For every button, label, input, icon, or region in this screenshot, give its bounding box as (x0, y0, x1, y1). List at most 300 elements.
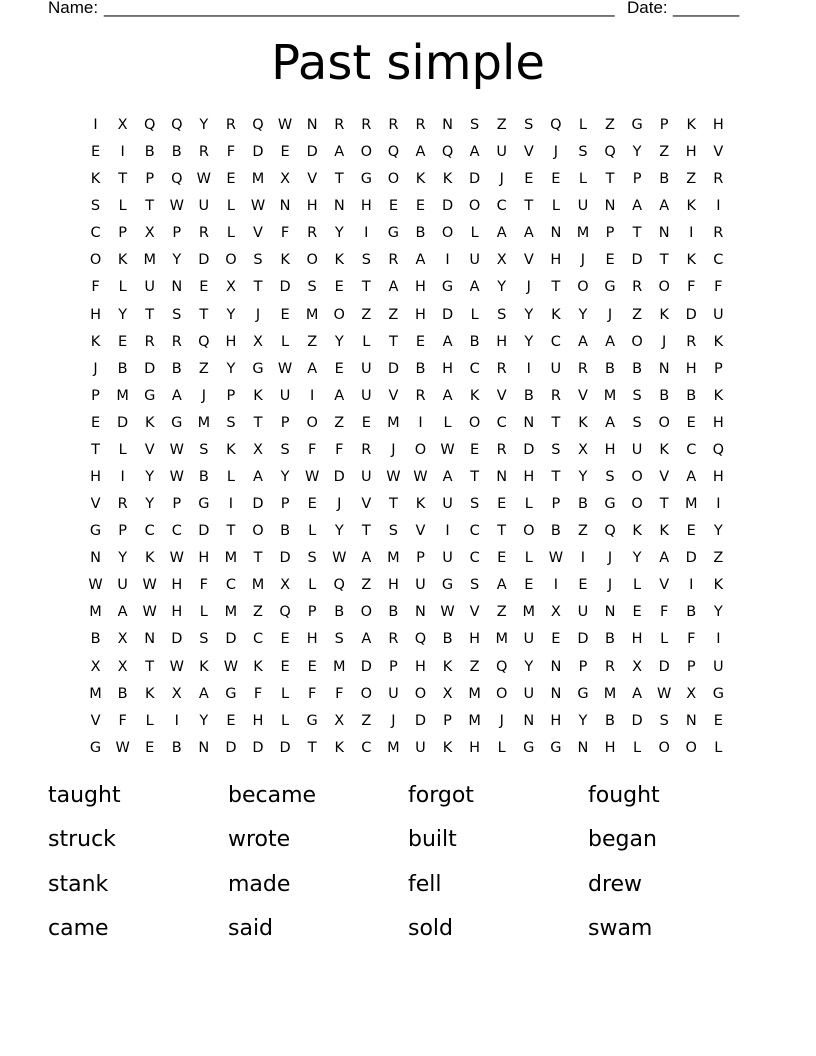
grid-letter[interactable]: Z (632, 306, 643, 323)
grid-letter[interactable]: X (334, 712, 345, 729)
grid-letter[interactable]: D (685, 306, 697, 323)
grid-letter[interactable]: C (469, 550, 480, 567)
grid-letter[interactable]: Z (361, 306, 372, 323)
grid-letter[interactable]: N (523, 414, 535, 431)
grid-letter[interactable]: O (631, 496, 643, 513)
grid-letter[interactable]: L (470, 225, 479, 242)
grid-letter[interactable]: I (364, 225, 369, 242)
grid-letter[interactable]: Q (550, 117, 562, 133)
grid-letter[interactable]: F (307, 685, 317, 702)
grid-letter[interactable]: R (388, 631, 399, 648)
grid-letter[interactable]: J (607, 550, 613, 567)
grid-letter[interactable]: N (306, 117, 318, 133)
grid-letter[interactable]: E (686, 414, 696, 431)
grid-letter[interactable]: R (632, 279, 643, 296)
grid-letter[interactable]: H (550, 712, 562, 729)
grid-letter[interactable]: H (604, 739, 616, 756)
grid-letter[interactable]: W (440, 441, 455, 458)
grid-letter[interactable]: H (469, 739, 481, 756)
grid-letter[interactable]: V (90, 496, 101, 513)
grid-letter[interactable]: W (440, 604, 455, 621)
grid-letter[interactable]: C (713, 252, 724, 269)
grid-letter[interactable]: L (524, 496, 533, 513)
grid-letter[interactable]: H (712, 469, 724, 486)
grid-letter[interactable]: W (657, 685, 672, 702)
grid-letter[interactable]: Z (605, 117, 615, 133)
grid-letter[interactable]: A (659, 550, 670, 567)
grid-letter[interactable]: Z (334, 414, 345, 431)
grid-letter[interactable]: Y (578, 469, 588, 486)
grid-letter[interactable]: H (685, 360, 697, 377)
grid-letter[interactable]: B (469, 333, 480, 350)
grid-letter[interactable]: V (361, 496, 372, 513)
grid-letter[interactable]: O (387, 171, 400, 188)
grid-letter[interactable]: E (280, 144, 290, 161)
grid-letter[interactable]: A (577, 333, 588, 350)
grid-letter[interactable]: M (332, 658, 346, 675)
grid-letter[interactable]: L (281, 333, 290, 350)
grid-letter[interactable]: A (117, 604, 128, 621)
grid-letter[interactable]: S (659, 712, 669, 729)
grid-letter[interactable]: Z (496, 604, 507, 621)
grid-letter[interactable]: T (199, 306, 209, 323)
grid-letter[interactable]: R (198, 225, 209, 242)
grid-letter[interactable]: A (442, 333, 453, 350)
grid-letter[interactable]: W (169, 198, 184, 215)
grid-letter[interactable]: S (632, 414, 642, 431)
grid-letter[interactable]: M (89, 685, 102, 702)
grid-letter[interactable]: V (496, 387, 507, 404)
grid-letter[interactable]: H (712, 414, 724, 431)
grid-letter[interactable]: J (391, 441, 396, 458)
grid-letter[interactable]: T (497, 523, 507, 540)
grid-letter[interactable]: B (686, 387, 697, 404)
grid-letter[interactable]: H (442, 360, 453, 377)
grid-letter[interactable]: P (91, 387, 100, 404)
grid-letter[interactable]: N (604, 198, 616, 215)
grid-letter[interactable]: X (253, 441, 263, 458)
grid-letter[interactable]: U (713, 306, 724, 323)
grid-letter[interactable]: S (361, 252, 371, 269)
grid-letter[interactable]: J (580, 252, 586, 269)
grid-letter[interactable]: K (226, 441, 236, 458)
grid-letter[interactable]: F (199, 577, 209, 594)
grid-letter[interactable]: K (144, 550, 155, 567)
grid-letter[interactable]: K (144, 414, 155, 431)
grid-letter[interactable]: F (118, 712, 127, 729)
grid-letter[interactable]: T (307, 739, 317, 756)
grid-letter[interactable]: U (442, 550, 453, 567)
grid-letter[interactable]: S (334, 631, 344, 648)
grid-letter[interactable]: G (441, 279, 454, 296)
grid-letter[interactable]: B (686, 604, 697, 621)
grid-letter[interactable]: I (310, 387, 315, 404)
grid-letter[interactable]: P (443, 712, 452, 729)
grid-letter[interactable]: D (279, 739, 291, 756)
grid-letter[interactable]: K (713, 577, 724, 594)
grid-letter[interactable]: W (142, 604, 157, 621)
grid-letter[interactable]: Z (361, 577, 372, 594)
grid-letter[interactable]: S (199, 441, 209, 458)
grid-letter[interactable]: S (497, 306, 507, 323)
grid-letter[interactable]: E (415, 198, 426, 215)
grid-letter[interactable]: G (631, 117, 643, 133)
grid-letter[interactable]: W (88, 577, 103, 594)
grid-letter[interactable]: P (307, 604, 317, 621)
grid-letter[interactable]: K (253, 658, 263, 675)
grid-letter[interactable]: O (89, 252, 102, 269)
grid-letter[interactable]: O (631, 333, 643, 350)
grid-letter[interactable]: E (361, 414, 371, 431)
grid-letter[interactable]: K (280, 252, 290, 269)
grid-letter[interactable]: M (522, 604, 536, 621)
grid-letter[interactable]: W (169, 550, 184, 567)
grid-letter[interactable]: W (548, 550, 564, 567)
grid-letter[interactable]: Y (118, 306, 128, 323)
grid-letter[interactable]: R (686, 333, 697, 350)
grid-letter[interactable]: W (413, 469, 428, 486)
grid-letter[interactable]: K (117, 252, 128, 269)
grid-letter[interactable]: D (441, 198, 454, 215)
grid-letter[interactable]: Q (333, 577, 345, 594)
grid-letter[interactable]: U (577, 604, 589, 621)
grid-letter[interactable]: Y (632, 550, 642, 567)
grid-letter[interactable]: T (551, 414, 561, 431)
grid-letter[interactable]: U (144, 279, 155, 296)
grid-letter[interactable]: S (578, 144, 588, 161)
grid-letter[interactable]: T (226, 523, 236, 540)
grid-letter[interactable]: F (335, 441, 344, 458)
grid-letter[interactable]: W (277, 360, 293, 377)
grid-letter[interactable]: E (605, 252, 615, 269)
grid-letter[interactable]: T (361, 523, 371, 540)
grid-letter[interactable]: M (251, 577, 265, 594)
grid-letter[interactable]: E (307, 496, 317, 513)
grid-letter[interactable]: X (144, 225, 155, 242)
grid-letter[interactable]: R (198, 144, 209, 161)
grid-letter[interactable]: B (577, 496, 588, 513)
grid-letter[interactable]: A (632, 685, 643, 702)
grid-letter[interactable]: J (93, 360, 98, 377)
grid-letter[interactable]: K (415, 171, 426, 188)
grid-letter[interactable]: P (118, 225, 127, 242)
grid-letter[interactable]: I (689, 577, 694, 594)
grid-letter[interactable]: D (469, 171, 481, 188)
grid-letter[interactable]: V (659, 469, 670, 486)
grid-letter[interactable]: L (578, 117, 587, 133)
grid-letter[interactable]: B (117, 360, 128, 377)
grid-letter[interactable]: D (631, 252, 643, 269)
grid-letter[interactable]: K (578, 414, 588, 431)
grid-letter[interactable]: Y (118, 550, 128, 567)
grid-letter[interactable]: L (524, 550, 533, 567)
grid-letter[interactable]: K (686, 252, 697, 269)
grid-letter[interactable]: N (496, 469, 508, 486)
grid-letter[interactable]: C (171, 523, 182, 540)
grid-letter[interactable]: Y (172, 252, 182, 269)
grid-letter[interactable]: V (713, 144, 724, 161)
grid-letter[interactable]: C (252, 631, 264, 648)
grid-letter[interactable]: T (551, 469, 561, 486)
grid-letter[interactable]: K (659, 306, 669, 323)
grid-letter[interactable]: C (225, 577, 236, 594)
grid-letter[interactable]: U (198, 198, 210, 215)
grid-letter[interactable]: E (578, 577, 588, 594)
grid-letter[interactable]: I (716, 496, 721, 513)
grid-letter[interactable]: H (496, 333, 508, 350)
grid-letter[interactable]: K (686, 117, 697, 133)
grid-letter[interactable]: M (224, 604, 238, 621)
grid-letter[interactable]: E (388, 198, 398, 215)
grid-letter[interactable]: D (523, 441, 535, 458)
grid-letter[interactable]: S (551, 441, 561, 458)
grid-letter[interactable]: D (387, 360, 399, 377)
grid-letter[interactable]: E (199, 279, 209, 296)
grid-letter[interactable]: M (603, 387, 617, 404)
grid-letter[interactable]: X (280, 577, 291, 594)
grid-letter[interactable]: X (117, 117, 128, 133)
grid-letter[interactable]: J (526, 279, 531, 296)
grid-letter[interactable]: N (658, 360, 670, 377)
grid-letter[interactable]: E (145, 739, 155, 756)
grid-letter[interactable]: T (470, 469, 480, 486)
grid-letter[interactable]: B (415, 225, 426, 242)
grid-letter[interactable]: Y (226, 360, 236, 377)
grid-letter[interactable]: D (144, 360, 156, 377)
grid-letter[interactable]: B (171, 739, 182, 756)
grid-letter[interactable]: P (280, 496, 290, 513)
grid-letter[interactable]: C (144, 523, 155, 540)
grid-letter[interactable]: R (713, 171, 724, 188)
grid-letter[interactable]: T (253, 279, 263, 296)
grid-letter[interactable]: R (713, 225, 724, 242)
grid-letter[interactable]: N (279, 198, 291, 215)
grid-letter[interactable]: I (120, 144, 125, 161)
grid-letter[interactable]: E (226, 712, 236, 729)
grid-letter[interactable]: U (442, 496, 453, 513)
grid-letter[interactable]: P (713, 360, 723, 377)
grid-letter[interactable]: O (414, 441, 427, 458)
grid-letter[interactable]: S (524, 117, 534, 133)
grid-letter[interactable]: D (577, 631, 589, 648)
grid-letter[interactable]: D (333, 469, 345, 486)
grid-letter[interactable]: K (334, 739, 344, 756)
grid-letter[interactable]: L (118, 198, 127, 215)
grid-letter[interactable]: A (632, 198, 643, 215)
grid-letter[interactable]: S (605, 469, 615, 486)
grid-letter[interactable]: B (605, 360, 615, 377)
grid-letter[interactable]: X (225, 279, 236, 296)
grid-letter[interactable]: O (658, 739, 670, 756)
grid-letter[interactable]: S (172, 306, 182, 323)
grid-letter[interactable]: F (335, 685, 344, 702)
grid-letter[interactable]: D (252, 496, 264, 513)
grid-letter[interactable]: K (713, 333, 724, 350)
grid-letter[interactable]: K (442, 171, 453, 188)
grid-letter[interactable]: L (226, 469, 235, 486)
grid-letter[interactable]: G (89, 739, 102, 756)
grid-letter[interactable]: U (523, 631, 535, 648)
grid-letter[interactable]: K (442, 739, 453, 756)
grid-letter[interactable]: A (361, 550, 372, 567)
grid-letter[interactable]: Y (145, 496, 155, 513)
grid-letter[interactable]: Q (604, 523, 616, 540)
grid-letter[interactable]: I (689, 225, 694, 242)
grid-letter[interactable]: L (118, 279, 127, 296)
grid-letter[interactable]: B (334, 604, 345, 621)
grid-letter[interactable]: A (361, 631, 372, 648)
grid-letter[interactable]: X (686, 685, 697, 702)
grid-letter[interactable]: O (658, 279, 670, 296)
grid-letter[interactable]: Z (198, 360, 209, 377)
grid-letter[interactable]: D (631, 712, 643, 729)
grid-letter[interactable]: Q (712, 441, 725, 458)
grid-letter[interactable]: T (253, 550, 263, 567)
grid-letter[interactable]: M (197, 414, 211, 431)
grid-letter[interactable]: Y (713, 604, 723, 621)
grid-letter[interactable]: Y (334, 225, 344, 242)
grid-letter[interactable]: I (174, 712, 179, 729)
grid-letter[interactable]: L (714, 739, 723, 756)
grid-letter[interactable]: I (716, 198, 721, 215)
grid-letter[interactable]: Y (524, 658, 534, 675)
grid-letter[interactable]: P (118, 523, 127, 540)
grid-letter[interactable]: G (577, 685, 589, 702)
grid-letter[interactable]: L (362, 333, 371, 350)
grid-letter[interactable]: V (523, 144, 534, 161)
grid-letter[interactable]: H (252, 712, 264, 729)
grid-letter[interactable]: E (524, 577, 534, 594)
grid-letter[interactable]: U (415, 739, 426, 756)
grid-letter[interactable]: D (414, 712, 427, 729)
grid-letter[interactable]: N (171, 279, 183, 296)
grid-letter[interactable]: M (468, 685, 481, 702)
grid-letter[interactable]: I (445, 252, 450, 269)
grid-letter[interactable]: W (169, 469, 184, 486)
grid-letter[interactable]: E (334, 360, 344, 377)
grid-letter[interactable]: E (524, 171, 534, 188)
grid-letter[interactable]: V (388, 387, 399, 404)
grid-letter[interactable]: A (496, 225, 507, 242)
grid-letter[interactable]: W (196, 171, 212, 188)
grid-letter[interactable]: T (118, 171, 128, 188)
grid-letter[interactable]: U (117, 577, 128, 594)
grid-letter[interactable]: J (662, 333, 667, 350)
grid-letter[interactable]: A (496, 577, 507, 594)
grid-letter[interactable]: R (225, 117, 236, 133)
grid-letter[interactable]: T (605, 171, 615, 188)
grid-letter[interactable]: D (225, 739, 237, 756)
grid-letter[interactable]: E (280, 658, 290, 675)
grid-letter[interactable]: I (120, 469, 125, 486)
grid-letter[interactable]: A (686, 469, 697, 486)
grid-letter[interactable]: T (334, 171, 344, 188)
grid-letter[interactable]: H (225, 333, 237, 350)
grid-letter[interactable]: E (686, 523, 696, 540)
grid-letter[interactable]: X (442, 685, 453, 702)
grid-letter[interactable]: X (171, 685, 182, 702)
grid-letter[interactable]: J (201, 387, 206, 404)
grid-letter[interactable]: L (497, 739, 506, 756)
grid-letter[interactable]: D (360, 658, 372, 675)
grid-letter[interactable]: K (659, 523, 669, 540)
grid-letter[interactable]: R (388, 252, 399, 269)
grid-letter[interactable]: Y (199, 117, 209, 133)
grid-letter[interactable]: O (685, 739, 697, 756)
grid-letter[interactable]: F (714, 279, 723, 296)
grid-letter[interactable]: P (172, 225, 182, 242)
grid-letter[interactable]: U (279, 387, 291, 404)
grid-letter[interactable]: K (632, 523, 642, 540)
grid-letter[interactable]: H (171, 577, 183, 594)
grid-letter[interactable]: X (577, 441, 588, 458)
grid-letter[interactable]: W (277, 117, 293, 133)
grid-letter[interactable]: K (659, 441, 669, 458)
grid-letter[interactable]: H (631, 631, 643, 648)
grid-letter[interactable]: E (415, 333, 426, 350)
grid-letter[interactable]: I (716, 631, 721, 648)
grid-letter[interactable]: E (307, 658, 317, 675)
grid-letter[interactable]: Q (198, 333, 210, 350)
grid-letter[interactable]: O (306, 252, 318, 269)
grid-letter[interactable]: M (89, 604, 102, 621)
grid-letter[interactable]: F (253, 685, 263, 702)
grid-letter[interactable]: V (307, 171, 318, 188)
grid-letter[interactable]: B (605, 631, 615, 648)
grid-letter[interactable]: L (308, 577, 317, 594)
grid-letter[interactable]: C (361, 739, 372, 756)
grid-letter[interactable]: W (169, 658, 184, 675)
grid-letter[interactable]: L (281, 685, 290, 702)
grid-letter[interactable]: G (604, 279, 616, 296)
grid-letter[interactable]: U (713, 658, 724, 675)
grid-letter[interactable]: R (604, 658, 616, 675)
grid-letter[interactable]: K (469, 387, 480, 404)
grid-letter[interactable]: O (306, 414, 318, 431)
grid-letter[interactable]: Y (199, 712, 209, 729)
grid-letter[interactable]: T (632, 225, 642, 242)
grid-letter[interactable]: Z (713, 550, 724, 567)
grid-letter[interactable]: I (445, 523, 450, 540)
grid-letter[interactable]: S (470, 577, 480, 594)
grid-letter[interactable]: N (577, 739, 589, 756)
grid-letter[interactable]: U (523, 685, 535, 702)
grid-letter[interactable]: E (551, 171, 561, 188)
grid-letter[interactable]: K (144, 685, 155, 702)
grid-letter[interactable]: J (499, 171, 504, 188)
grid-letter[interactable]: W (169, 441, 184, 458)
grid-letter[interactable]: D (685, 550, 697, 567)
grid-letter[interactable]: W (223, 658, 239, 675)
grid-letter[interactable]: H (171, 604, 183, 621)
grid-letter[interactable]: Y (524, 333, 534, 350)
grid-letter[interactable]: E (713, 712, 723, 729)
grid-letter[interactable]: F (687, 631, 696, 648)
grid-letter[interactable]: S (470, 496, 480, 513)
grid-letter[interactable]: P (172, 496, 182, 513)
grid-letter[interactable]: F (280, 225, 290, 242)
grid-letter[interactable]: M (495, 631, 508, 648)
grid-letter[interactable]: Y (145, 469, 155, 486)
grid-letter[interactable]: B (632, 360, 643, 377)
grid-letter[interactable]: G (550, 739, 562, 756)
grid-letter[interactable]: W (332, 550, 347, 567)
grid-letter[interactable]: B (117, 685, 128, 702)
grid-letter[interactable]: B (605, 712, 615, 729)
grid-letter[interactable]: I (580, 550, 586, 567)
grid-letter[interactable]: K (551, 306, 561, 323)
grid-letter[interactable]: H (90, 469, 101, 486)
